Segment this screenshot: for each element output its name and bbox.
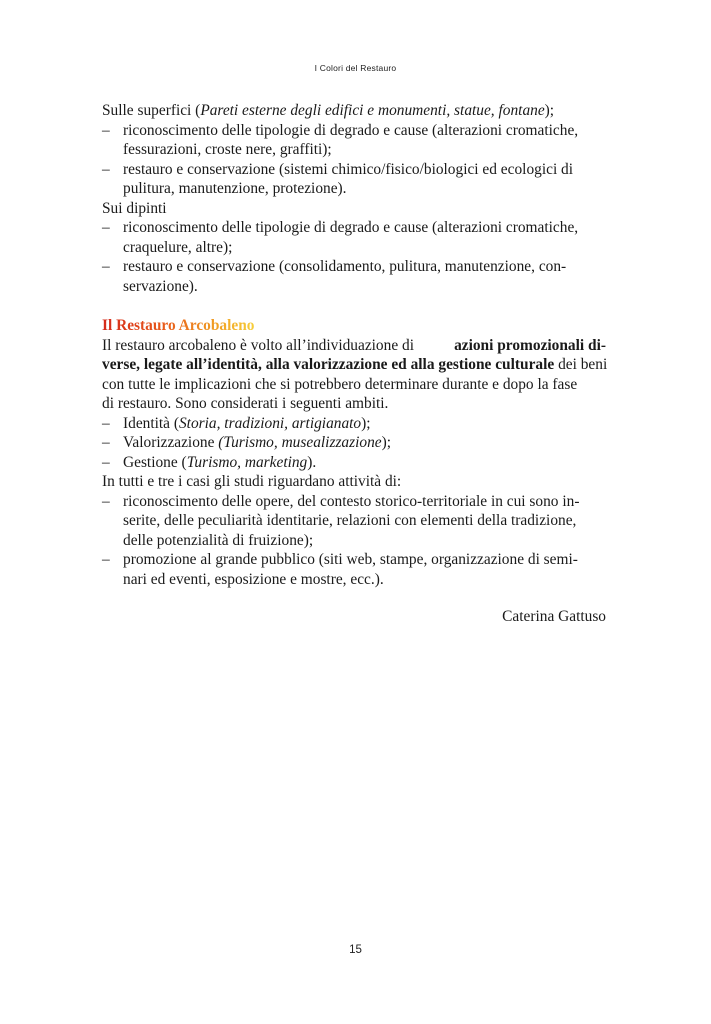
list-item: – Valorizzazione (Turismo, musealizzazione); bbox=[102, 434, 392, 451]
paragraph-line: verse, legate all’identità, alla valorizzazione ed alla gestione culturale dei beni bbox=[102, 356, 608, 373]
dash: – bbox=[102, 219, 110, 236]
list-item: – promozione al grande pubblico (siti web, stampe, organizzazione di semi- bbox=[102, 551, 578, 568]
list-item-cont: pulitura, manutenzione, protezione). bbox=[123, 180, 347, 197]
list-item-cont: nari ed eventi, esposizione e mostre, ecc.). bbox=[123, 570, 384, 588]
author-signature: Caterina Gattuso bbox=[502, 608, 606, 625]
dash: – bbox=[102, 453, 110, 471]
paintings-intro: Sui dipinti bbox=[102, 199, 167, 217]
paragraph-line: Il restauro arcobaleno è volto all’individuazione di azioni promozionali di- bbox=[102, 336, 606, 354]
running-head: I Colori del Restauro bbox=[314, 63, 397, 73]
section-gap bbox=[102, 296, 606, 316]
paragraph-line: di restauro. Sono considerati i seguenti ambiti. bbox=[102, 395, 389, 412]
dash: – bbox=[102, 492, 110, 510]
list-item-cont: serite, delle peculiarità identitarie, relazioni con elementi della tradizione, bbox=[123, 512, 577, 529]
list-item: – riconoscimento delle tipologie di degrado e cause (alterazioni cromatiche, bbox=[102, 121, 579, 139]
list-item: – Identità (Storia, tradizioni, artigianato); bbox=[102, 414, 371, 432]
dash: – bbox=[102, 121, 110, 139]
main-text bbox=[102, 101, 606, 627]
dash: – bbox=[102, 414, 110, 432]
list-item: – riconoscimento delle opere, del contesto storico-territoriale in cui sono in- bbox=[102, 492, 580, 510]
list-item: – Gestione (Turismo, marketing). bbox=[102, 453, 317, 471]
list-item-cont: craquelure, altre); bbox=[123, 238, 233, 256]
list-item: – restauro e conservazione (consolidamento, pulitura, manutenzione, con- bbox=[102, 258, 567, 275]
list-item: – restauro e conservazione (sistemi chimico/fisico/biologici ed ecologici di bbox=[102, 160, 574, 178]
dash: – bbox=[102, 258, 110, 275]
page-number: 15 bbox=[349, 944, 362, 956]
list-item-cont: delle potenzialità di fruizione); bbox=[123, 531, 314, 549]
surfaces-intro: Sulle superfici (Pareti esterne degli edifici e monumenti, statue, fontane); bbox=[102, 102, 555, 119]
section-title: Il Restauro Arcobaleno bbox=[102, 317, 255, 334]
dash: – bbox=[102, 551, 110, 568]
list-item-cont: fessurazioni, croste nere, graffiti); bbox=[123, 141, 332, 158]
dash: – bbox=[102, 434, 110, 451]
list-item-cont: servazione). bbox=[123, 277, 198, 295]
paragraph-line: con tutte le implicazioni che si potrebbero determinare durante e dopo la fase bbox=[102, 375, 578, 393]
studies-intro: In tutti e tre i casi gli studi riguardano attività di: bbox=[102, 473, 402, 490]
dash: – bbox=[102, 160, 110, 178]
list-item: – riconoscimento delle tipologie di degrado e cause (alterazioni cromatiche, bbox=[102, 219, 579, 236]
